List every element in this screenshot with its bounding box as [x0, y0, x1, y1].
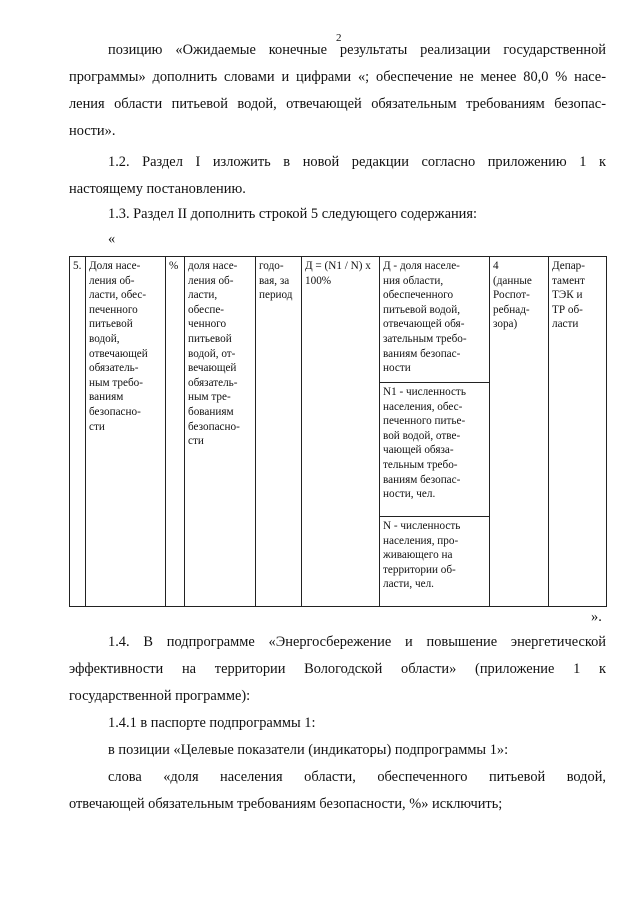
para4-line2: эффективности на территории Вологодской области» (приложение 1 к — [69, 661, 606, 677]
para1-line3: ления области питьевой водой, отвечающей обязательным требованиям безопас- — [69, 96, 606, 112]
indicator-table — [69, 256, 607, 607]
para6: в позиции «Целевые показатели (индикаторы) подпрограммы 1»: — [108, 742, 509, 758]
para1-line4: ности». — [69, 123, 116, 139]
period-cell: годо- вая, за период — [256, 257, 302, 607]
para2-line1: 1.2. Раздел I изложить в новой редакции согласно приложению 1 к — [108, 154, 606, 170]
source-cell: 4 (данные Роспот- ребнад- зора) — [490, 257, 549, 607]
table-row — [70, 257, 607, 383]
para7-line2: отвечающей обязательным требованиям безопасности, %» исключить; — [69, 796, 503, 812]
para2-line2: настоящему постановлению. — [69, 181, 246, 197]
variable-n-cell: N - численность населения, про- живающего на территории об- ласти, чел. — [380, 517, 490, 607]
page-number: 2 — [336, 32, 342, 44]
variable-d-cell: Д - доля населе- ния области, обеспеченного питьевой водой, отвечающей обя- зательным требо- ваниям безопас- ности — [380, 257, 490, 383]
responsible-cell: Депар- тамент ТЭК и ТР об- ласти — [549, 257, 607, 607]
definition-cell: доля насе- ления об- ласти, обеспе- ченного питьевой водой, от- вечающей обязатель- ным тре- бованиям безопасно- сти — [185, 257, 256, 607]
para3: 1.3. Раздел II дополнить строкой 5 следующего содержания: — [108, 206, 477, 222]
row-number-cell: 5. — [70, 257, 86, 607]
para1-line2: программы» дополнить словами и цифрами «; обеспечение не менее 80,0 % насе- — [69, 69, 606, 85]
close-quote: ». — [591, 609, 602, 625]
indicator-name-cell: Доля насе- ления об- ласти, обес- печенного питьевой водой, отвечающей обязатель- ным требо- ваниям безопасно- сти — [86, 257, 166, 607]
open-quote: « — [108, 231, 116, 247]
para1-line1: позицию «Ожидаемые конечные результаты реализации государственной — [108, 42, 606, 58]
para7-line1: слова «доля населения области, обеспеченного питьевой водой, — [108, 769, 606, 785]
para4-line3: государственной программе): — [69, 688, 251, 704]
variable-n1-cell: N1 - численность населения, обес- печенного питье- вой водой, отве- чающей обяза- тельным требо- ваниям безопас- ности, чел. — [380, 383, 490, 517]
para4-line1: 1.4. В подпрограмме «Энергосбережение и повышение энергетической — [108, 634, 606, 650]
formula-cell: Д = (N1 / N) x 100% — [302, 257, 380, 607]
unit-cell: % — [166, 257, 185, 607]
para5: 1.4.1 в паспорте подпрограммы 1: — [108, 715, 316, 731]
